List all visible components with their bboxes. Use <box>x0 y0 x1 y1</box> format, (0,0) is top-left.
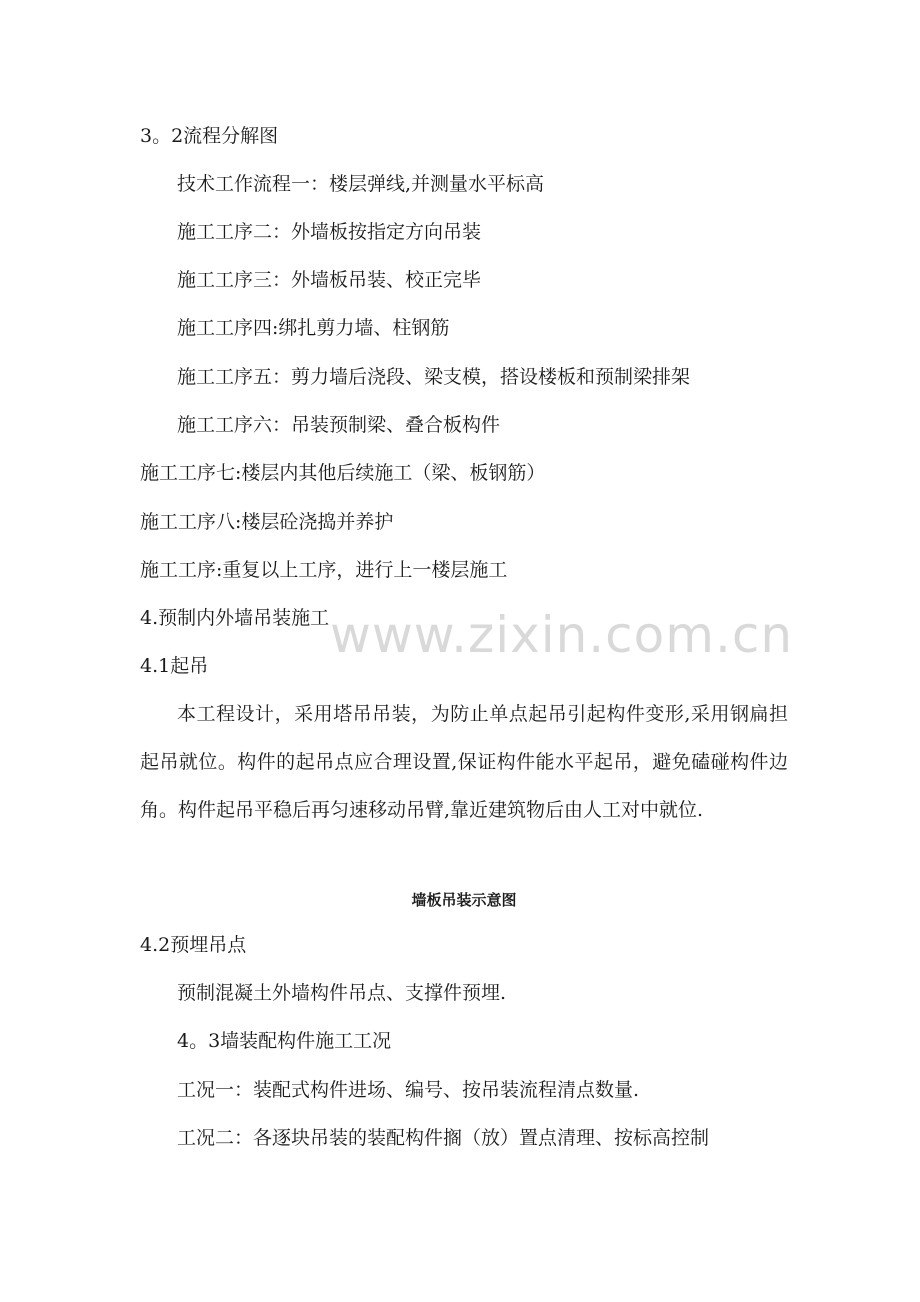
condition-2: 工况二：各逐块吊装的装配构件搁（放）置点清理、按标高控制 <box>177 1127 710 1149</box>
flow-step-7: 施工工序七:楼层内其他后续施工（梁、板钢筋） <box>140 462 546 484</box>
flow-step-repeat: 施工工序:重复以上工序，进行上一楼层施工 <box>140 559 508 581</box>
flow-step-5: 施工工序五：剪力墙后浇段、梁支模，搭设楼板和预制梁排架 <box>177 366 691 388</box>
section-heading-4-2: 4.2预埋吊点 <box>140 934 247 956</box>
paragraph-lifting: 本工程设计，采用塔吊吊装，为防止单点起吊引起构件变形,采用钢扁担起吊就位。构件的起吊点应合理设置,保证构件能水平起吊，避免磕碰构件边角。构件起吊平稳后再匀速移动吊臂,靠近建筑物后由人工对中就位. <box>140 703 788 821</box>
flow-step-3: 施工工序三：外墙板吊装、校正完毕 <box>177 269 482 291</box>
flow-step-2: 施工工序二：外墙板按指定方向吊装 <box>177 221 482 243</box>
flow-step-8: 施工工序八:楼层砼浇捣并养护 <box>140 511 394 533</box>
section-heading-3-2: 3。2流程分解图 <box>140 125 279 147</box>
flow-step-6: 施工工序六：吊装预制梁、叠合板构件 <box>177 414 501 436</box>
condition-1: 工况一：装配式构件进场、编号、按吊装流程清点数量. <box>177 1079 640 1101</box>
paragraph-embedded-lifting-points: 预制混凝土外墙构件吊点、支撑件预埋. <box>177 982 507 1004</box>
section-heading-4: 4.预制内外墙吊装施工 <box>140 607 330 629</box>
flow-step-4: 施工工序四:绑扎剪力墙、柱钢筋 <box>177 317 450 339</box>
section-heading-4-3: 4。3墙装配构件施工工况 <box>177 1030 392 1052</box>
flow-step-1: 技术工作流程一：楼层弹线,并测量水平标高 <box>177 173 545 195</box>
section-heading-4-1: 4.1起吊 <box>140 655 209 677</box>
figure-caption: 墙板吊装示意图 <box>411 891 517 909</box>
watermark-text: www.zixin.com.cn <box>330 606 794 664</box>
